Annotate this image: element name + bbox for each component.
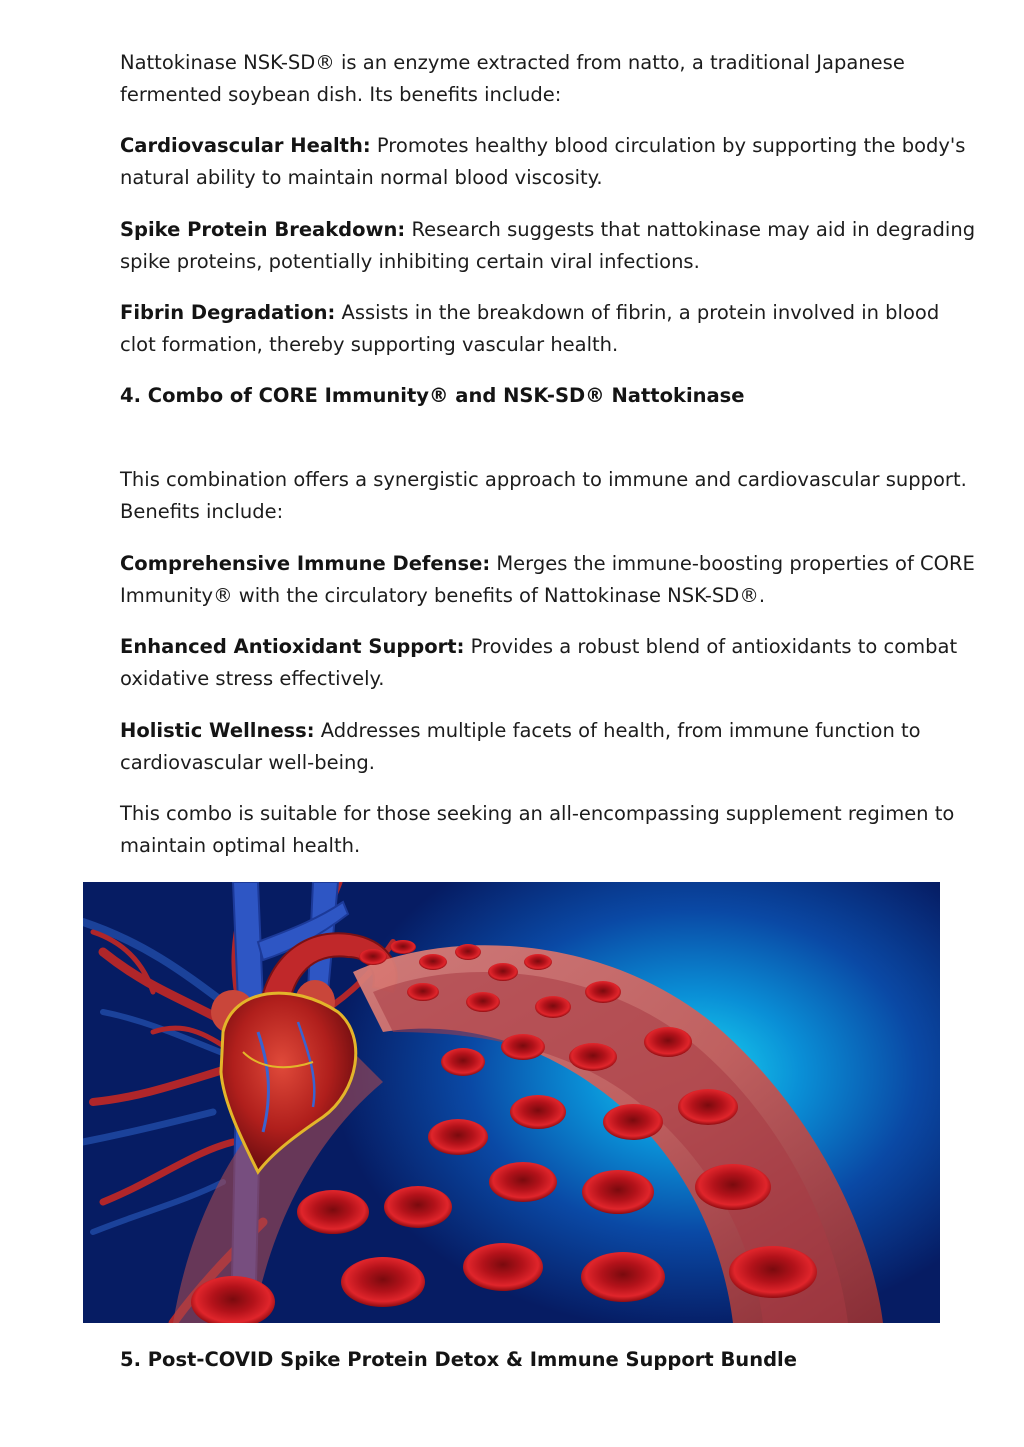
red-blood-cell (341, 1257, 425, 1307)
intro-paragraph (120, 47, 980, 110)
benefit-label: Spike Protein Breakdown: (120, 218, 406, 241)
red-blood-cell (582, 1170, 654, 1214)
red-blood-cell (419, 954, 447, 970)
benefit-text: Merges the immune-boosting properties of CORE Immunity® with the circulatory benefits of Nattokinase NSK-SD®. (120, 552, 975, 607)
red-blood-cell (501, 1034, 545, 1060)
red-blood-cell (644, 1027, 692, 1057)
closing-paragraph (120, 798, 980, 861)
red-blood-cell (535, 996, 571, 1018)
illustration-svg (83, 882, 940, 1323)
benefit-label: Comprehensive Immune Defense: (120, 552, 491, 575)
intro-text: Nattokinase NSK-SD® is an enzyme extracted from natto, a traditional Japanese fermented soybean dish. Its benefits include: (120, 51, 905, 106)
benefit-spike-protein-breakdown (120, 214, 980, 277)
benefit-cardiovascular-health (120, 130, 980, 193)
benefit-label: Holistic Wellness: (120, 719, 315, 742)
red-blood-cell (489, 1162, 557, 1202)
red-blood-cell (581, 1252, 665, 1302)
red-blood-cell (407, 983, 439, 1001)
benefit-comprehensive-immune-defense (120, 548, 980, 611)
red-blood-cell (678, 1089, 738, 1125)
red-blood-cell (510, 1095, 566, 1129)
red-blood-cell (695, 1164, 771, 1210)
red-blood-cell (297, 1190, 369, 1234)
benefit-text: Addresses multiple facets of health, from immune function to cardiovascular well-being. (120, 719, 921, 774)
benefit-label: Cardiovascular Health: (120, 134, 371, 157)
benefit-label: Fibrin Degradation: (120, 301, 336, 324)
benefit-enhanced-antioxidant-support (120, 631, 980, 694)
red-blood-cell (390, 940, 416, 954)
benefit-text: Promotes healthy blood circulation by supporting the body's natural ability to maintain normal blood viscosity. (120, 134, 966, 189)
red-blood-cell (441, 1048, 485, 1076)
red-blood-cell (729, 1246, 817, 1298)
section-5-heading: 5. Post-COVID Spike Protein Detox & Immune Support Bundle (120, 1348, 797, 1371)
red-blood-cell (488, 963, 518, 981)
red-blood-cell (466, 992, 500, 1012)
section-4-intro-text: This combination offers a synergistic approach to immune and cardiovascular support. Benefits include: (120, 468, 967, 523)
red-blood-cell (428, 1119, 488, 1155)
benefit-label: Enhanced Antioxidant Support: (120, 635, 465, 658)
benefit-text: Provides a robust blend of antioxidants to combat oxidative stress effectively. (120, 635, 958, 690)
closing-text: This combo is suitable for those seeking an all-encompassing supplement regimen to maintain optimal health. (120, 802, 955, 857)
red-blood-cell (603, 1104, 663, 1140)
red-blood-cell (463, 1243, 543, 1291)
red-blood-cell (585, 981, 621, 1003)
benefit-fibrin-degradation (120, 297, 980, 360)
section-4-intro (120, 464, 980, 527)
red-blood-cell (384, 1186, 452, 1228)
red-blood-cell (455, 944, 481, 960)
red-blood-cell (524, 954, 552, 970)
benefit-holistic-wellness (120, 715, 980, 778)
benefit-text: Research suggests that nattokinase may aid in degrading spike proteins, potentially inhibiting certain viral infections. (120, 218, 976, 273)
red-blood-cell (569, 1043, 617, 1071)
benefit-text: Assists in the breakdown of fibrin, a protein involved in blood clot formation, thereby supporting vascular health. (120, 301, 940, 356)
section-4-heading: 4. Combo of CORE Immunity® and NSK-SD® Nattokinase (120, 384, 745, 407)
red-blood-cell (359, 949, 387, 965)
heart-blood-cells-illustration (83, 882, 940, 1323)
